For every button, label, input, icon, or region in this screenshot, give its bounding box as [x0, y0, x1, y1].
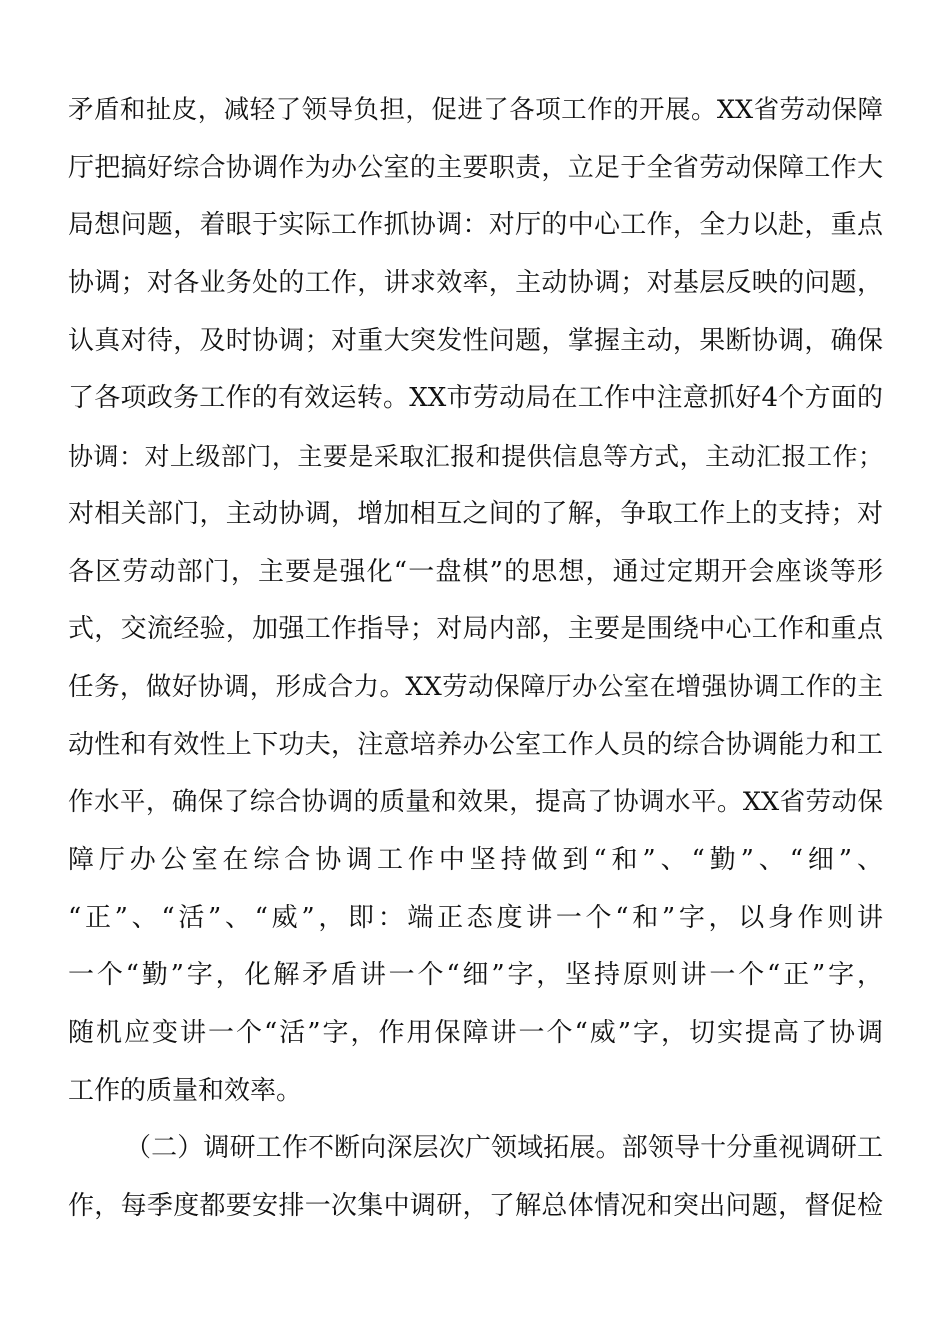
- text-line: 厅把搞好综合协调作为办公室的主要职责，立足于全省劳动保障工作大: [68, 152, 883, 183]
- text-line: 局想问题，着眼于实际工作抓协调：对厅的中心工作，全力以赴，重点: [68, 210, 883, 241]
- text-line: 障厅办公室在综合协调工作中坚持做到“和”、“勤”、“细”、: [68, 844, 883, 875]
- paragraph-last-line: 工作的质量和效率。: [68, 1075, 303, 1106]
- text-line: 任务，做好协调，形成合力。XX劳动保障厅办公室在增强协调工作的主: [68, 671, 883, 702]
- text-line: 一个“勤”字，化解矛盾讲一个“细”字，坚持原则讲一个“正”字，: [68, 960, 883, 991]
- text-line: 矛盾和扯皮，减轻了领导负担，促进了各项工作的开展。XX省劳动保障: [68, 95, 883, 125]
- text-line: 动性和有效性上下功夫，注意培养办公室工作人员的综合协调能力和工: [68, 729, 883, 760]
- body-text: [68, 82, 883, 1236]
- section-heading-line: （二）调研工作不断向深层次广领域拓展。部领导十分重视调研工: [125, 1133, 883, 1164]
- text-line: 对相关部门，主动协调，增加相互之间的了解，争取工作上的支持；对: [68, 498, 883, 529]
- text-line: 了各项政务工作的有效运转。XX市劳动局在工作中注意抓好4个方面的: [68, 383, 883, 414]
- text-line: 协调；对各业务处的工作，讲求效率，主动协调；对基层反映的问题，: [68, 268, 883, 299]
- text-line: “正”、“活”、“威”，即：端正态度讲一个“和”字，以身作则讲: [68, 902, 883, 933]
- text-line: 认真对待，及时协调；对重大突发性问题，掌握主动，果断协调，确保: [68, 325, 883, 356]
- text-line: 式，交流经验，加强工作指导；对局内部，主要是围绕中心工作和重点: [68, 614, 883, 645]
- text-line: 作水平，确保了综合协调的质量和效果，提高了协调水平。XX省劳动保: [68, 787, 883, 818]
- text-line: 各区劳动部门，主要是强化“一盘棋”的思想，通过定期开会座谈等形: [68, 556, 883, 587]
- text-line: 作，每季度都要安排一次集中调研，了解总体情况和突出问题，督促检: [68, 1191, 883, 1222]
- text-line: 随机应变讲一个“活”字，作用保障讲一个“威”字，切实提高了协调: [68, 1018, 883, 1048]
- text-line: 协调：对上级部门，主要是采取汇报和提供信息等方式，主动汇报工作；: [68, 442, 883, 472]
